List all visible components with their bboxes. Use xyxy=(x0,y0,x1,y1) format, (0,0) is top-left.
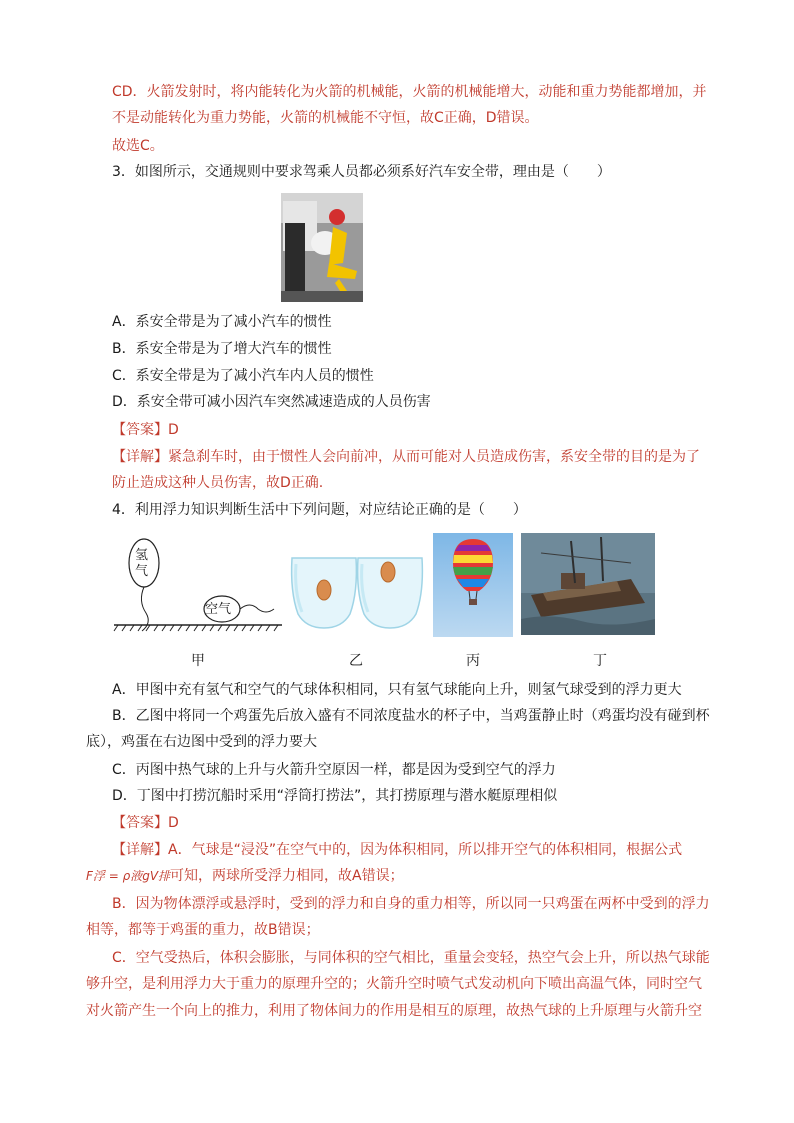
q3-option-d: D．系安全带可减小因汽车突然减速造成的人员伤害 xyxy=(112,394,431,410)
q4-answer-value: D xyxy=(168,815,179,831)
caption-bing: 丙 xyxy=(466,653,480,669)
q3-detail-tag: 【详解】 xyxy=(112,449,168,465)
buoyancy-formula: F浮 = ρ液gV排 xyxy=(86,869,171,883)
q3-answer-tag: 【答案】 xyxy=(112,422,168,438)
q4-option-c: C．丙图中热气球的上升与火箭升空原因一样，都是因为受到空气的浮力 xyxy=(112,762,556,778)
q4-answer-tag: 【答案】 xyxy=(112,815,168,831)
q3-stem: 3．如图所示，交通规则中要求驾乘人员都必须系好汽车安全带，理由是（ ） xyxy=(112,164,611,180)
q2-choose: 故选C。 xyxy=(112,138,164,154)
q4-detail-a2-text: 可知，两球所受浮力相同，故A错误； xyxy=(170,868,404,884)
q4-detail-c2: 够升空，是利用浮力大于重力的原理升空的；火箭升空时喷气式发动机向下喷出高温气体，同时空气 xyxy=(86,976,702,992)
figure-yi-egg-cups xyxy=(288,552,424,634)
q4-detail-b2: 相等，都等于鸡蛋的重力，故B错误； xyxy=(86,922,320,938)
caption-ding: 丁 xyxy=(593,653,607,669)
q3-answer-value: D xyxy=(168,422,179,438)
q4-detail-b1: B．因为物体漂浮或悬浮时，受到的浮力和自身的重力相等，所以同一只鸡蛋在两杯中受到的浮力 xyxy=(112,896,710,912)
q2-cd-line1: CD．火箭发射时，将内能转化为火箭的机械能，火箭的机械能增大，动能和重力势能都增加，并 xyxy=(112,84,707,100)
air-label: 空气 xyxy=(205,602,232,617)
caption-yi: 乙 xyxy=(349,653,363,669)
q4-detail-a1-text: A．气球是“浸没”在空气中的，因为体积相同，所以排开空气的体积相同，根据公式 xyxy=(168,842,683,858)
q4-option-d: D．丁图中打捞沉船时采用“浮筒打捞法”，其打捞原理与潜水艇原理相似 xyxy=(112,788,558,804)
q4-answer xyxy=(112,813,179,833)
q3-answer xyxy=(112,420,179,440)
q3-option-b: B．系安全带是为了增大汽车的惯性 xyxy=(112,341,332,357)
crash-test-photo xyxy=(281,193,363,302)
q3-option-c: C．系安全带是为了减小汽车内人员的惯性 xyxy=(112,368,374,384)
q4-detail-c1: C．空气受热后，体积会膨胀，与同体积的空气相比，重量会变轻，热空气会上升，所以热气球能 xyxy=(112,950,710,966)
hydrogen-label: 氢气 xyxy=(135,548,149,579)
caption-jia: 甲 xyxy=(191,653,205,669)
q2-cd-line2: 不是动能转化为重力势能，火箭的机械能不守恒，故C正确，D错误。 xyxy=(112,110,539,126)
q4-detail-a2 xyxy=(86,866,404,886)
q4-detail-tag: 【详解】 xyxy=(112,842,168,858)
q3-detail-text1: 紧急刹车时，由于惯性人会向前冲，从而可能对人员造成伤害，系安全带的目的是为了 xyxy=(168,449,700,465)
q4-option-b-cont: 底），鸡蛋在右边图中受到的浮力要大 xyxy=(86,734,317,750)
q4-stem: 4．利用浮力知识判断生活中下列问题，对应结论正确的是（ ） xyxy=(112,502,527,518)
q4-option-a: A．甲图中充有氢气和空气的气球体积相同，只有氢气球能向上升，则氢气球受到的浮力更大 xyxy=(112,682,682,698)
figure-bing-hot-air-balloon xyxy=(433,533,513,637)
q3-detail-line2: 防止造成这种人员伤害，故D正确. xyxy=(112,475,324,491)
figure-ding-shipwreck xyxy=(521,533,655,635)
q4-option-b: B．乙图中将同一个鸡蛋先后放入盛有不同浓度盐水的杯子中，当鸡蛋静止时（鸡蛋均没有碰到杯 xyxy=(112,708,710,724)
q4-detail-c3: 对火箭产生一个向上的推力，利用了物体间力的作用是相互的原理，故热气球的上升原理与火箭升空 xyxy=(86,1003,702,1019)
q4-detail-a1 xyxy=(112,840,682,860)
q3-option-a: A．系安全带是为了减小汽车的惯性 xyxy=(112,314,332,330)
q3-detail-line1 xyxy=(112,447,700,467)
